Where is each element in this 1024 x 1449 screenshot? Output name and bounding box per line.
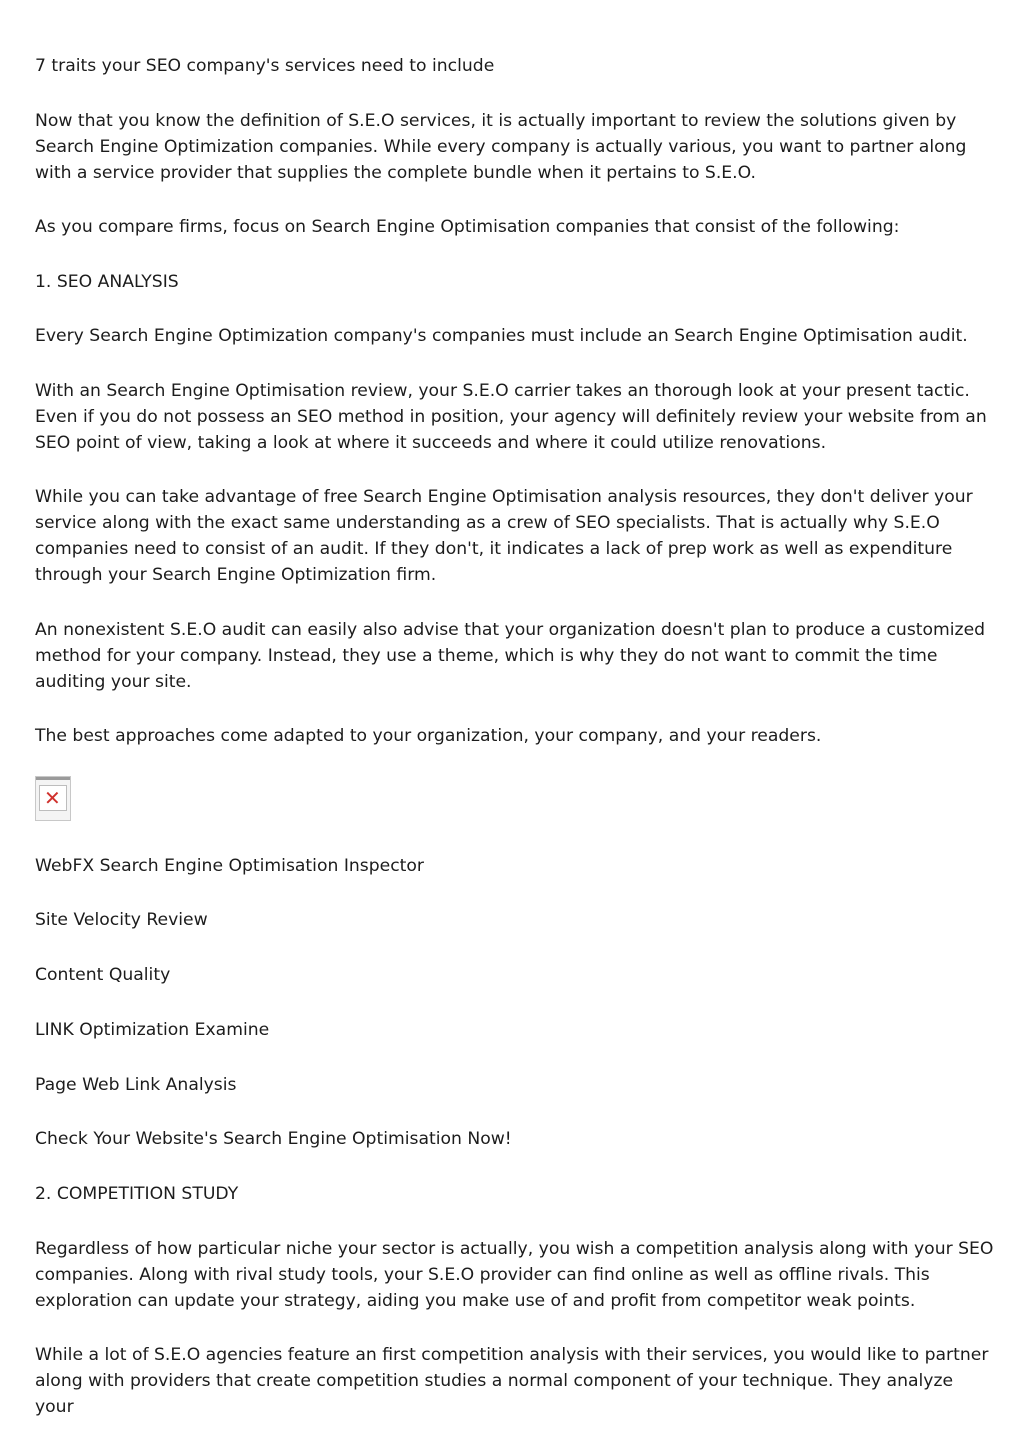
agencies-paragraph: While a lot of S.E.O agencies feature an first competition analysis with their services, you would like to partner along with providers that create competition studies a normal component of your technique. They analyze your	[35, 1345, 989, 1417]
compare-paragraph: As you compare firms, focus on Search Engine Optimisation companies that consist of the following:	[35, 217, 900, 237]
nonexistent-audit-paragraph: An nonexistent S.E.O audit can easily also advise that your organization doesn't plan to produce a customized method for your company. Instead, they use a theme, which is why they do not want to commit the time auditing your site.	[35, 620, 986, 692]
list-item: Content Quality	[35, 965, 171, 985]
broken-image-icon	[35, 776, 71, 821]
audit-paragraph: Every Search Engine Optimization company's companies must include an Search Engine Optimisation audit.	[35, 326, 968, 346]
best-approaches-paragraph: The best approaches come adapted to your organization, your company, and your readers.	[35, 726, 822, 746]
list-item: LINK Optimization Examine	[35, 1020, 270, 1040]
section-competition-study-title: 2. COMPETITION STUDY	[35, 1184, 239, 1204]
list-item: WebFX Search Engine Optimisation Inspector	[35, 856, 424, 876]
broken-image-frame	[39, 785, 67, 811]
close-icon: ✕	[44, 786, 61, 810]
broken-image-topbar	[36, 777, 70, 780]
section-seo-analysis-title: 1. SEO ANALYSIS	[35, 272, 179, 292]
list-item: Site Velocity Review	[35, 910, 208, 930]
intro-paragraph: Now that you know the definition of S.E.O services, it is actually important to review the solutions given by Search Engine Optimization companies. While every company is actually various, you want to partner along with a service provider that supplies the complete bundle when it pertains to S.E.O.	[35, 111, 967, 183]
list-item: Check Your Website's Search Engine Optimisation Now!	[35, 1129, 512, 1149]
article-heading: 7 traits your SEO company's services need to include	[35, 56, 495, 76]
free-tools-paragraph: While you can take advantage of free Search Engine Optimisation analysis resources, they don't deliver your service along with the exact same understanding as a crew of SEO specialists. That is actually why S.E.O companies need to consist of an audit. If they don't, it indicates a lack of prep work as well as expenditure through your Search Engine Optimization firm.	[35, 487, 973, 585]
competition-paragraph: Regardless of how particular niche your sector is actually, you wish a competition analysis along with your SEO companies. Along with rival study tools, your S.E.O provider can find online as well as offline rivals. This exploration can update your strategy, aiding you make use of and profit from competitor weak points.	[35, 1239, 994, 1311]
review-paragraph: With an Search Engine Optimisation review, your S.E.O carrier takes an thorough look at your present tactic. Even if you do not possess an SEO method in position, your agency will definitely review your website from an SEO point of view, taking a look at where it succeeds and where it could utilize renovations.	[35, 381, 987, 453]
list-item: Page Web Link Analysis	[35, 1075, 237, 1095]
